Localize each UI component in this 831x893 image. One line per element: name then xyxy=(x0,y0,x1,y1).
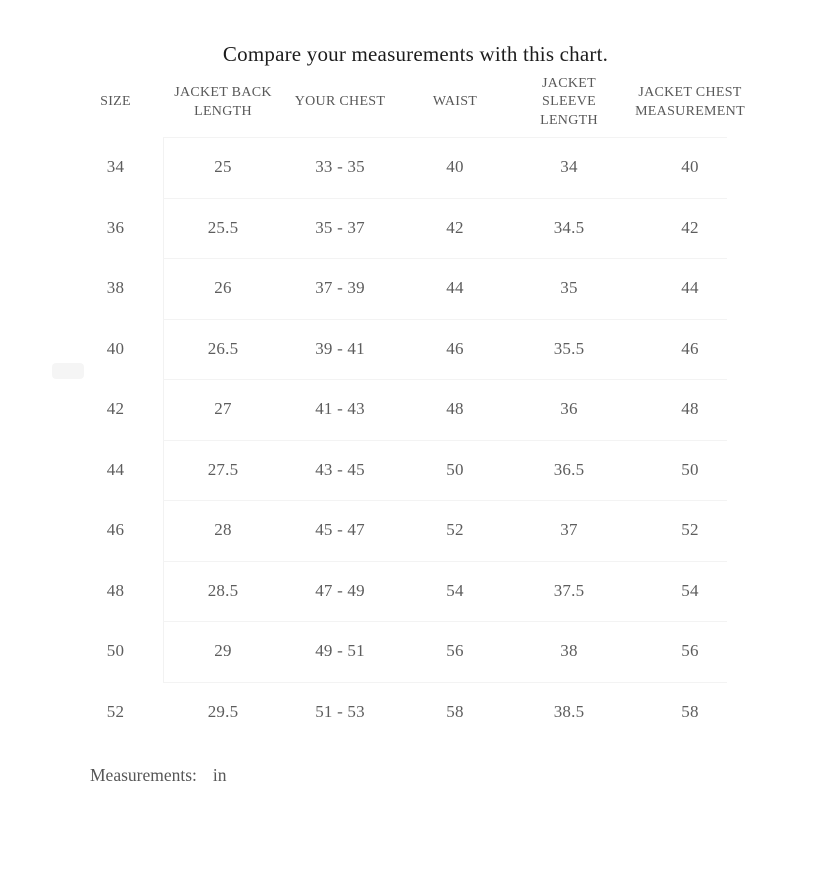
size-cell: 52 xyxy=(106,701,125,721)
table-cell: 43 - 45 xyxy=(315,459,365,479)
table-cell: 42 xyxy=(446,217,464,237)
table-cell: 45 - 47 xyxy=(315,520,365,540)
table-cell: 34 xyxy=(560,157,578,177)
table-cell: 34.5 xyxy=(553,217,585,237)
table-cell: 37 - 39 xyxy=(315,278,365,298)
size-cell: 40 xyxy=(106,338,125,358)
table-row xyxy=(68,319,755,380)
measurements-footer xyxy=(90,765,227,786)
measurements-label: Measurements: xyxy=(90,765,197,785)
unit-select[interactable]: in xyxy=(212,765,227,785)
size-cell: 48 xyxy=(106,580,125,600)
table-cell: 56 xyxy=(681,641,699,661)
table-cell: 40 xyxy=(446,157,464,177)
table-cell: 52 xyxy=(681,520,699,540)
table-cell: 48 xyxy=(446,399,464,419)
table-cell: 56 xyxy=(446,641,464,661)
size-cell: 38 xyxy=(106,278,125,298)
table-cell: 37.5 xyxy=(553,580,585,600)
table-cell: 28 xyxy=(214,520,232,540)
table-cell: 26.5 xyxy=(207,338,239,358)
size-cell: 34 xyxy=(106,157,125,177)
table-row xyxy=(68,379,755,440)
table-cell: 51 - 53 xyxy=(315,701,365,721)
size-cell: 42 xyxy=(106,399,125,419)
table-cell: 41 - 43 xyxy=(315,399,365,419)
size-cell: 50 xyxy=(106,641,125,661)
table-cell: 26 xyxy=(214,278,232,298)
table-cell: 49 - 51 xyxy=(315,641,365,661)
size-cell: 46 xyxy=(106,520,125,540)
size-cell: 36 xyxy=(106,217,125,237)
table-cell: 39 - 41 xyxy=(315,338,365,358)
table-cell: 27 xyxy=(214,399,232,419)
table-row xyxy=(68,440,755,501)
table-row xyxy=(68,500,755,561)
table-cell: 46 xyxy=(681,338,699,358)
table-cell: 35.5 xyxy=(553,338,585,358)
table-cell: 50 xyxy=(446,459,464,479)
size-cell: 44 xyxy=(106,459,125,479)
table-row xyxy=(68,561,755,622)
table-cell: 42 xyxy=(681,217,699,237)
table-row xyxy=(68,621,755,682)
column-header-waist: WAIST xyxy=(432,94,478,110)
table-cell: 54 xyxy=(446,580,464,600)
column-header-size: SIZE xyxy=(100,94,131,110)
table-cell: 44 xyxy=(681,278,699,298)
table-cell: 50 xyxy=(681,459,699,479)
table-cell: 47 - 49 xyxy=(315,580,365,600)
column-header-jacket-chest-measurement: JACKET CHEST MEASUREMENT xyxy=(635,85,745,119)
table-cell: 38 xyxy=(560,641,578,661)
table-cell: 28.5 xyxy=(207,580,239,600)
page-title: Compare your measurements with this chart. xyxy=(222,42,609,66)
table-cell: 52 xyxy=(446,520,464,540)
column-header-jacket-back-length: JACKET BACK LENGTH xyxy=(174,85,272,119)
table-cell: 27.5 xyxy=(207,459,239,479)
table-header-row xyxy=(68,68,755,137)
scrollbar-artifact xyxy=(52,363,84,379)
table-cell: 44 xyxy=(446,278,464,298)
table-cell: 46 xyxy=(446,338,464,358)
table-cell: 54 xyxy=(681,580,699,600)
table-cell: 33 - 35 xyxy=(315,157,365,177)
table-cell: 25.5 xyxy=(207,217,239,237)
table-cell: 29.5 xyxy=(207,701,239,721)
table-cell: 36.5 xyxy=(553,459,585,479)
table-cell: 38.5 xyxy=(553,701,585,721)
table-cell: 58 xyxy=(681,701,699,721)
size-chart-table xyxy=(68,68,755,742)
column-header-your-chest: YOUR CHEST xyxy=(294,94,386,110)
table-cell: 35 - 37 xyxy=(315,217,365,237)
column-header-jacket-sleeve-length: JACKET SLEEVE LENGTH xyxy=(540,75,598,128)
table-cell: 29 xyxy=(214,641,232,661)
table-row xyxy=(68,258,755,319)
table-cell: 25 xyxy=(214,157,232,177)
table-cell: 58 xyxy=(446,701,464,721)
table-cell: 48 xyxy=(681,399,699,419)
table-cell: 36 xyxy=(560,399,578,419)
table-row xyxy=(68,682,755,743)
table-cell: 40 xyxy=(681,157,699,177)
table-cell: 35 xyxy=(560,278,578,298)
table-body xyxy=(68,137,755,742)
table-cell: 37 xyxy=(560,520,578,540)
table-row xyxy=(68,137,755,198)
table-row xyxy=(68,198,755,259)
